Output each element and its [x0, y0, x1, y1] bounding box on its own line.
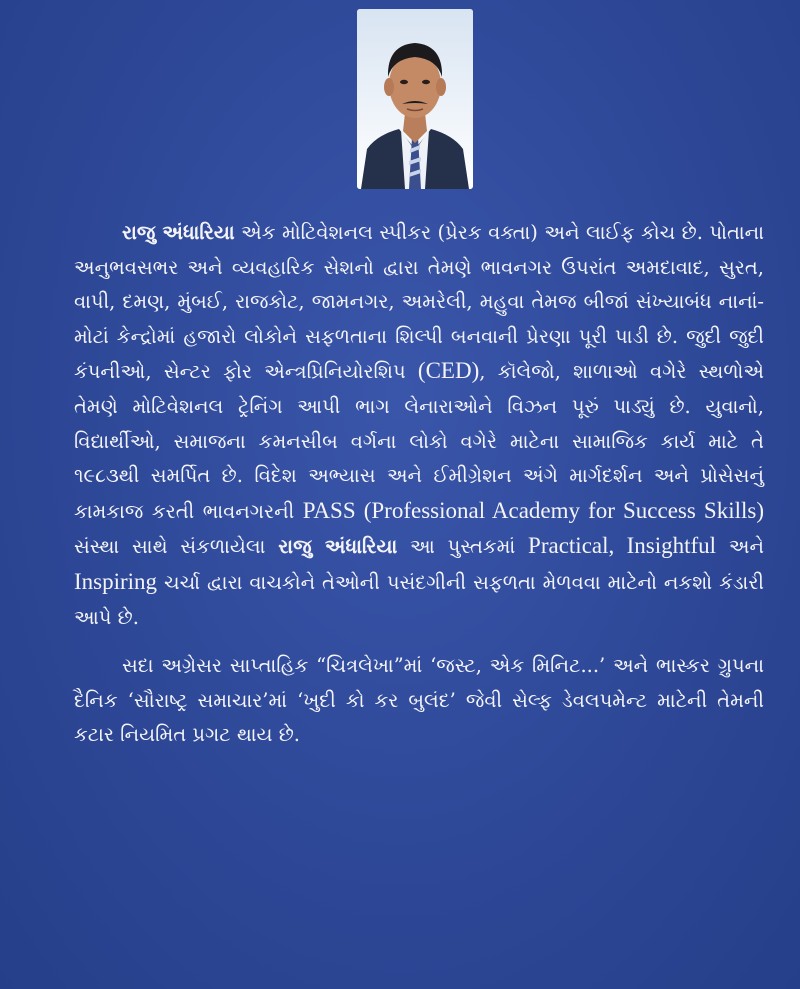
bio-text-segment: એક મોટિવેશનલ સ્પીકર (પ્રેરક વક્તા) અને લાઈફ કોચ છે. પોતાના અનુભવસભર અને વ્યવહારિક સેશનો દ્વારા તેમણે ભાવનગર ઉપરાંત અમદાવાદ, સુરત, વાપી, દમણ, મુંબઈ, રાજકોટ, જામનગર, અમરેલી, મહુવા તેમજ બીજાં સંખ્યાબંધ નાનાં-મોટાં કેન્દ્રોમાં હજારો લોકોને સફળતાના શિલ્પી બનવાની પ્રેરણા પૂરી પાડી છે. જુદી જુદી કંપનીઓ, સેન્ટર ફોર એન્ત્રપ્રિનિયોરશિપ [74, 221, 764, 384]
author-bio [74, 216, 764, 753]
bio-paragraph-2 [74, 649, 764, 753]
english-words: Practical, Insightful [528, 533, 717, 559]
bio-text-segment: આ પુસ્તકમાં [397, 535, 529, 559]
author-portrait-image [357, 9, 473, 189]
bio-text-segment: ચર્ચા દ્વારા વાચકોને તેઓની પસંદગીની સફળતા મેળવવા માટેનો નકશો કંડારી આપે છે. [74, 570, 764, 629]
pass-organization-name: PASS (Professional Academy for Success Skills) [302, 497, 764, 523]
bio-text-segment: અને [716, 535, 764, 559]
bio-paragraph-1 [74, 216, 764, 635]
column-info-text: સદા અગ્રેસર સાપ્તાહિક “ચિત્રલેખા”માં ‘જસ્ટ, એક મિનિટ...’ અને ભાસ્કર ગ્રુપના દૈનિક ‘સૌરાષ્ટ્ર સમાચાર’માં ‘ખુદી કો કર બુલંદ’ જેવી સેલ્ફ ડેવલપમેન્ટ માટેની તેમની કટાર નિયમિત પ્રગટ થાય છે. [74, 654, 764, 747]
author-name: રાજુ અંધારિયા [122, 221, 235, 244]
author-name: રાજુ અંધારિયા [278, 535, 398, 559]
author-photo [357, 9, 473, 189]
bio-text-segment: સંસ્થા સાથે સંકળાયેલા [74, 535, 279, 559]
ced-abbreviation: (CED) [417, 358, 480, 384]
bio-text-segment: , કૉલેજો, શાળાઓ વગેરે સ્થળોએ તેમણે મોટિવેશનલ ટ્રેનિંગ આપી ભાગ લેનારાઓને વિઝન પૂરું પાડ્યું છે. યુવાનો, વિદ્યાર્થીઓ, સમાજના કમનસીબ વર્ગના લોકો વગેરે માટેના સામાજિક કાર્ય માટે તે ૧૯૮૩થી સમર્પિત છે. વિદેશ અભ્યાસ અને ઈમીગ્રેશન અંગે માર્ગદર્શન અને પ્રોસેસનું કામકાજ કરતી ભાવનગરની [74, 360, 764, 523]
english-word-inspiring: Inspiring [74, 568, 158, 594]
